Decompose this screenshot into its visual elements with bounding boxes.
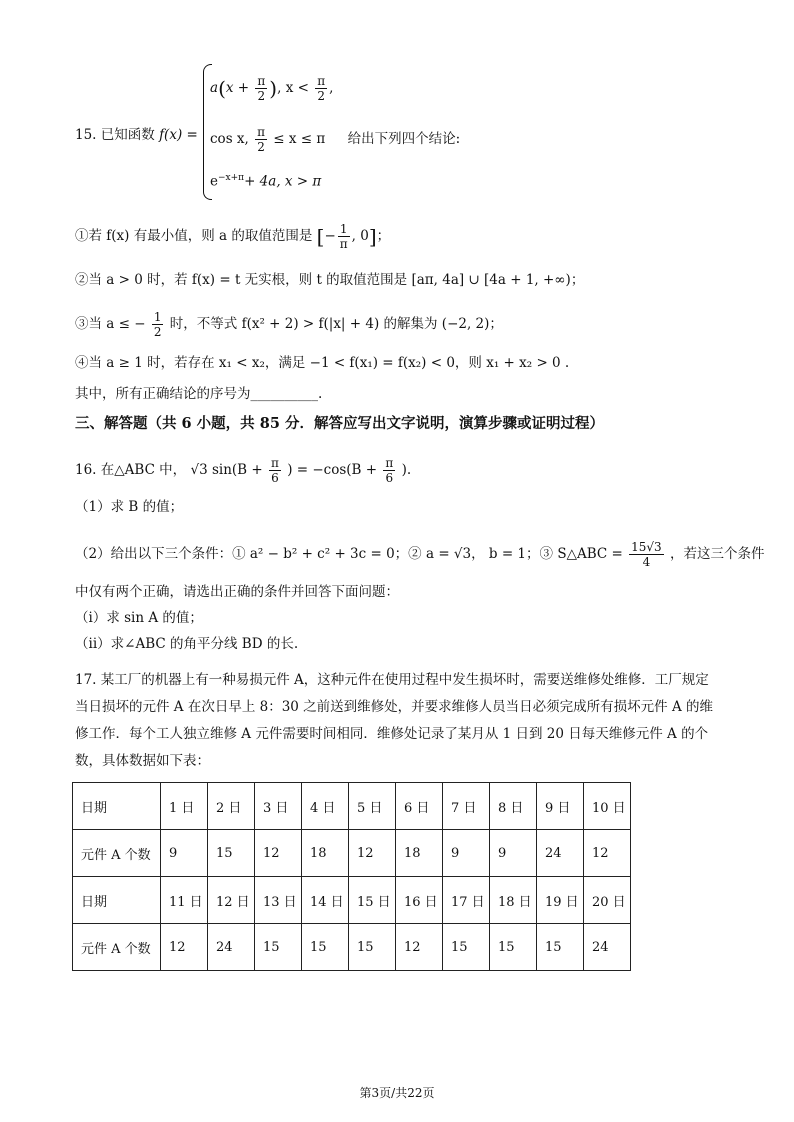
table-cell: 17 日 bbox=[443, 877, 490, 924]
q17-line-2: 当日损坏的元件 A 在次日早上 8：30 之前送到维修处，并要求维修人员当日必须完成所有损坏元件 A 的维 bbox=[75, 699, 714, 715]
table-cell: 18 bbox=[302, 830, 349, 877]
table-cell: 13 日 bbox=[255, 877, 302, 924]
table-cell: 24 bbox=[584, 924, 631, 971]
q15-conclusion-3: ③当 a ≤ − $\frac{1}{2}$ 时，不等式 f(x² + 2) > f(|x| + 4) 的解集为 (−2, 2)； bbox=[75, 310, 503, 339]
row-header-cell: 日期 bbox=[73, 877, 161, 924]
table-cell: 3 日 bbox=[255, 783, 302, 830]
table-cell: 12 bbox=[349, 830, 396, 877]
table-row bbox=[73, 830, 631, 877]
row-header-cell: 元件 A 个数 bbox=[73, 830, 161, 877]
table-cell: 12 bbox=[396, 924, 443, 971]
table-cell: 9 日 bbox=[537, 783, 584, 830]
row-header-cell: 日期 bbox=[73, 783, 161, 830]
q16-part-ii: （ii）求∠ABC 的角平分线 BD 的长. bbox=[75, 636, 299, 652]
table-cell: 18 日 bbox=[490, 877, 537, 924]
table-cell: 19 日 bbox=[537, 877, 584, 924]
table-cell: 12 bbox=[584, 830, 631, 877]
q15-case1: a(x + $\frac{\pi}{2}$ ), x < $\frac{\pi}{2}$ , bbox=[210, 74, 334, 103]
q17-line-1: 17. 某工厂的机器上有一种易损元件 A，这种元件在使用过程中发生损坏时，需要送维修处维修．工厂规定 bbox=[75, 672, 709, 688]
table-cell: 24 bbox=[208, 924, 255, 971]
q16-part-1: （1）求 B 的值； bbox=[75, 499, 184, 515]
q15-conclusion-1: ①若 f(x) 有最小值，则 a 的取值范围是 [− $\frac{1}{\pi}$ , 0]； bbox=[75, 222, 391, 251]
table-cell: 10 日 bbox=[584, 783, 631, 830]
table-row bbox=[73, 783, 631, 830]
q15-case3: $e^{-x+\pi}+ 4a$, x > π bbox=[210, 173, 322, 190]
table-cell: 15 日 bbox=[349, 877, 396, 924]
table-cell: 24 bbox=[537, 830, 584, 877]
table-cell: 2 日 bbox=[208, 783, 255, 830]
section-3-heading: 三、解答题（共 6 小题，共 85 分．解答应写出文字说明，演算步骤或证明过程） bbox=[75, 415, 604, 432]
table-cell: 12 bbox=[255, 830, 302, 877]
table-cell: 4 日 bbox=[302, 783, 349, 830]
q16-stem: 16. 在△ABC 中， √3 sin(B + $\frac{\pi}{6}$ ) = −cos(B + $\frac{\pi}{6}$ ). bbox=[75, 456, 412, 485]
table-cell: 9 bbox=[443, 830, 490, 877]
q15-answer-blank: 其中，所有正确结论的序号为__________. bbox=[75, 386, 323, 402]
q16-part-2-cont: 中仅有两个正确，请选出正确的条件并回答下面问题： bbox=[75, 584, 399, 600]
q17-line-4: 数，具体数据如下表： bbox=[75, 753, 210, 769]
table-cell: 20 日 bbox=[584, 877, 631, 924]
table-cell: 8 日 bbox=[490, 783, 537, 830]
repair-data-table bbox=[72, 782, 631, 971]
table-cell: 15 bbox=[537, 924, 584, 971]
table-cell: 12 bbox=[161, 924, 208, 971]
table-cell: 1 日 bbox=[161, 783, 208, 830]
q15-conclusion-2: ②当 a > 0 时，若 f(x) = t 无实根，则 t 的取值范围是 [aπ, 4a] ∪ [4a + 1, +∞)； bbox=[75, 272, 585, 288]
table-cell: 11 日 bbox=[161, 877, 208, 924]
q15-stem: 15. 已知函数 f(x) = bbox=[75, 127, 198, 143]
table-cell: 18 bbox=[396, 830, 443, 877]
q16-part-i: （i）求 sin A 的值； bbox=[75, 610, 203, 626]
table-row bbox=[73, 924, 631, 971]
table-cell: 16 日 bbox=[396, 877, 443, 924]
table-cell: 15 bbox=[349, 924, 396, 971]
table-cell: 5 日 bbox=[349, 783, 396, 830]
q17-line-3: 修工作．每个工人独立维修 A 元件需要时间相同．维修处记录了某月从 1 日到 20 日每天维修元件 A 的个 bbox=[75, 726, 709, 742]
table-cell: 9 bbox=[161, 830, 208, 877]
q16-part-2: （2）给出以下三个条件：① a² − b² + c² + 3c = 0；② a = √3， b = 1；③ S△ABC = $\frac{15√3}{4}$ ，若这三个条件 bbox=[75, 540, 765, 569]
table-cell: 12 日 bbox=[208, 877, 255, 924]
table-cell: 9 bbox=[490, 830, 537, 877]
table-row bbox=[73, 877, 631, 924]
q15-case2: cos x, $\frac{\pi}{2}$ ≤ x ≤ π 给出下列四个结论: bbox=[210, 125, 461, 154]
table-cell: 15 bbox=[302, 924, 349, 971]
table-cell: 14 日 bbox=[302, 877, 349, 924]
table-cell: 15 bbox=[490, 924, 537, 971]
table-cell: 15 bbox=[208, 830, 255, 877]
q15-conclusion-4: ④当 a ≥ 1 时，若存在 x₁ < x₂，满足 −1 < f(x₁) = f(x₂) < 0，则 x₁ + x₂ > 0 . bbox=[75, 355, 570, 371]
table-cell: 15 bbox=[443, 924, 490, 971]
row-header-cell: 元件 A 个数 bbox=[73, 924, 161, 971]
table-cell: 6 日 bbox=[396, 783, 443, 830]
table-cell: 7 日 bbox=[443, 783, 490, 830]
page-footer: 第3页/共22页 bbox=[359, 1086, 435, 1100]
table-cell: 15 bbox=[255, 924, 302, 971]
